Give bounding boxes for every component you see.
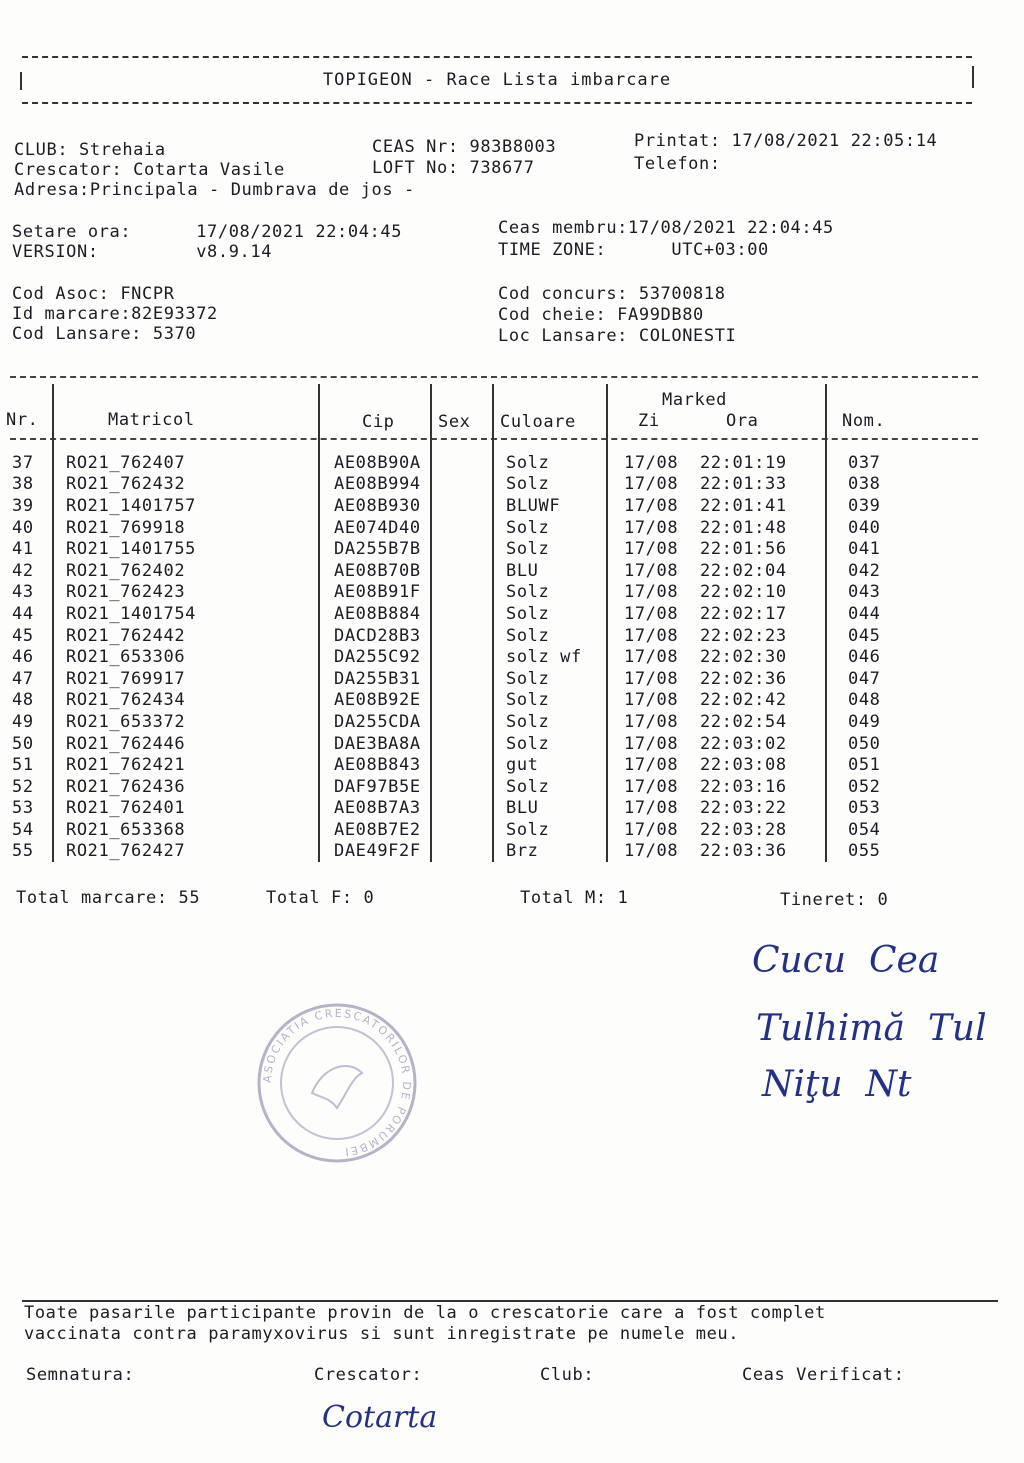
row-nr: 37: [12, 452, 34, 473]
row-matricol: RO21_1401755: [66, 539, 197, 560]
row-culoare: solz wf: [506, 647, 582, 668]
row-matricol: RO21_762423: [66, 582, 186, 603]
row-nom: 052: [848, 776, 881, 797]
table-row: [8, 711, 928, 733]
ceas-nr: CEAS Nr: 983B8003: [372, 137, 557, 157]
row-zi: 17/08: [624, 474, 679, 495]
crescator-line: Crescator: Cotarta Vasile: [14, 160, 285, 180]
col-header-matricol: Matricol: [108, 410, 195, 430]
ceas-verificat-label: Ceas Verificat:: [742, 1365, 905, 1385]
row-matricol: RO21_762446: [66, 733, 186, 754]
row-ora: 22:02:23: [700, 625, 787, 646]
table-row: [8, 474, 928, 496]
row-sex: [440, 517, 500, 539]
row-nom: 041: [848, 539, 881, 560]
row-sex: [440, 582, 500, 604]
table-row: [8, 517, 928, 539]
col-header-cip: Cip: [362, 412, 395, 432]
row-zi: 17/08: [624, 690, 679, 711]
row-nom: 051: [848, 755, 881, 776]
table-row: [8, 452, 928, 474]
row-ora: 22:03:36: [700, 841, 787, 862]
row-cip: AE08B90A: [334, 452, 421, 473]
row-culoare: Solz: [506, 690, 550, 711]
row-matricol: RO21_653306: [66, 647, 186, 668]
col-header-zi: Zi: [638, 411, 660, 431]
id-marcare: Id marcare:82E93372: [12, 304, 218, 324]
row-nom: 046: [848, 647, 881, 668]
setare-ora: Setare ora: 17/08/2021 22:04:45: [12, 222, 403, 242]
row-ora: 22:03:16: [700, 776, 787, 797]
table-row: [8, 798, 928, 820]
row-ora: 22:03:02: [700, 733, 787, 754]
row-culoare: Solz: [506, 733, 550, 754]
row-cip: AE08B92E: [334, 690, 421, 711]
table-row: [8, 754, 928, 776]
row-cip: DA255B7B: [334, 539, 421, 560]
total-marcare: Total marcare: 55: [16, 888, 201, 908]
table-row: [8, 625, 928, 647]
row-cip: AE08B843: [334, 755, 421, 776]
report-header-box: [22, 56, 972, 104]
row-zi: 17/08: [624, 539, 679, 560]
row-nom: 040: [848, 517, 881, 538]
row-culoare: Solz: [506, 819, 550, 840]
row-nom: 045: [848, 625, 881, 646]
row-sex: [440, 798, 500, 820]
row-culoare: BLU: [506, 798, 539, 819]
row-zi: 17/08: [624, 452, 679, 473]
row-culoare: Solz: [506, 474, 550, 495]
row-ora: 22:02:04: [700, 560, 787, 581]
row-cip: AE074D40: [334, 517, 421, 538]
row-zi: 17/08: [624, 495, 679, 516]
row-nom: 048: [848, 690, 881, 711]
row-zi: 17/08: [624, 798, 679, 819]
row-sex: [440, 625, 500, 647]
row-ora: 22:01:48: [700, 517, 787, 538]
col-header-nr: Nr.: [6, 410, 39, 430]
row-zi: 17/08: [624, 668, 679, 689]
row-matricol: RO21_762402: [66, 560, 186, 581]
row-matricol: RO21_762427: [66, 841, 186, 862]
stamp-seal-icon: [252, 998, 422, 1168]
row-culoare: BLUWF: [506, 495, 561, 516]
cod-lansare: Cod Lansare: 5370: [12, 324, 197, 344]
row-zi: 17/08: [624, 647, 679, 668]
table-row: [8, 841, 928, 863]
row-nom: 049: [848, 711, 881, 732]
cod-asoc: Cod Asoc: FNCPR: [12, 284, 175, 304]
row-nr: 51: [12, 755, 34, 776]
row-ora: 22:02:17: [700, 603, 787, 624]
row-culoare: Solz: [506, 776, 550, 797]
row-matricol: RO21_762401: [66, 798, 186, 819]
row-zi: 17/08: [624, 711, 679, 732]
row-zi: 17/08: [624, 582, 679, 603]
loft-no: LOFT No: 738677: [372, 158, 535, 178]
row-cip: DACD28B3: [334, 625, 421, 646]
row-cip: DA255CDA: [334, 711, 421, 732]
table-row: [8, 538, 928, 560]
row-nr: 54: [12, 819, 34, 840]
row-culoare: Solz: [506, 668, 550, 689]
row-cip: DA255B31: [334, 668, 421, 689]
row-nr: 48: [12, 690, 34, 711]
row-sex: [440, 819, 500, 841]
row-matricol: RO21_769917: [66, 668, 186, 689]
row-cip: AE08B91F: [334, 582, 421, 603]
table-row: [8, 582, 928, 604]
version: VERSION: v8.9.14: [12, 242, 273, 262]
table-row: [8, 819, 928, 841]
declaration-line-1: Toate pasarile participante provin de la o crescatorie care a fost complet: [24, 1303, 826, 1323]
row-culoare: Solz: [506, 711, 550, 732]
col-header-nom: Nom.: [842, 411, 886, 431]
row-zi: 17/08: [624, 603, 679, 624]
row-cip: AE08B70B: [334, 560, 421, 581]
row-culoare: Solz: [506, 452, 550, 473]
row-cip: AE08B930: [334, 495, 421, 516]
row-sex: [440, 841, 500, 863]
row-nom: 042: [848, 560, 881, 581]
row-zi: 17/08: [624, 560, 679, 581]
svg-text:ASOCIATIA CRESCATORILOR DE POR: [261, 1007, 413, 1159]
row-culoare: Solz: [506, 582, 550, 603]
table-row: [8, 560, 928, 582]
row-nr: 41: [12, 539, 34, 560]
row-sex: [440, 495, 500, 517]
row-matricol: RO21_653368: [66, 819, 186, 840]
table-row: [8, 646, 928, 668]
row-nr: 43: [12, 582, 34, 603]
row-matricol: RO21_762436: [66, 776, 186, 797]
row-ora: 22:01:56: [700, 539, 787, 560]
row-matricol: RO21_762421: [66, 755, 186, 776]
row-matricol: RO21_653372: [66, 711, 186, 732]
row-sex: [440, 754, 500, 776]
pigeon-table: [8, 452, 928, 862]
table-row: [8, 668, 928, 690]
row-nom: 039: [848, 495, 881, 516]
col-header-culoare: Culoare: [500, 412, 576, 432]
cod-cheie: Cod cheie: FA99DB80: [498, 305, 704, 325]
club-label: Club:: [540, 1365, 595, 1385]
table-row: [8, 495, 928, 517]
row-cip: DAE49F2F: [334, 841, 421, 862]
row-sex: [440, 646, 500, 668]
row-nr: 38: [12, 474, 34, 495]
table-header-rule: [10, 438, 978, 440]
row-culoare: BLU: [506, 560, 539, 581]
row-nr: 44: [12, 603, 34, 624]
declaration-rule: [22, 1300, 998, 1302]
row-nr: 52: [12, 776, 34, 797]
adresa-line: Adresa:Principala - Dumbrava de jos -: [14, 180, 415, 200]
row-cip: AE08B884: [334, 603, 421, 624]
col-header-sex: Sex: [438, 412, 471, 432]
table-row: [8, 690, 928, 712]
semnatura-label: Semnatura:: [26, 1365, 135, 1385]
table-top-rule: [10, 376, 978, 378]
row-nom: 053: [848, 798, 881, 819]
row-nr: 50: [12, 733, 34, 754]
header-right-border: [972, 66, 974, 88]
time-zone: TIME ZONE: UTC+03:00: [498, 240, 769, 260]
printat: Printat: 17/08/2021 22:05:14: [634, 131, 938, 151]
row-ora: 22:02:54: [700, 711, 787, 732]
row-nom: 047: [848, 668, 881, 689]
row-sex: [440, 603, 500, 625]
handwritten-signature-3: Niţu Nt: [762, 1064, 912, 1105]
stamp-text: ASOCIATIA CRESCATORILOR DE PORUMBEI: [260, 1006, 414, 1159]
cod-concurs: Cod concurs: 53700818: [498, 284, 726, 304]
report-title: TOPIGEON - Race Lista imbarcare: [322, 70, 672, 90]
loc-lansare: Loc Lansare: COLONESTI: [498, 326, 737, 346]
row-nr: 45: [12, 625, 34, 646]
row-matricol: RO21_762442: [66, 625, 186, 646]
row-zi: 17/08: [624, 625, 679, 646]
row-ora: 22:02:42: [700, 690, 787, 711]
row-culoare: Solz: [506, 539, 550, 560]
row-nom: 055: [848, 841, 881, 862]
row-matricol: RO21_1401754: [66, 603, 197, 624]
row-matricol: RO21_769918: [66, 517, 186, 538]
row-nr: 55: [12, 841, 34, 862]
handwritten-signature-1: Cucu Cea: [752, 940, 940, 981]
row-zi: 17/08: [624, 776, 679, 797]
row-sex: [440, 452, 500, 474]
row-ora: 22:03:28: [700, 819, 787, 840]
row-culoare: Brz: [506, 841, 539, 862]
row-sex: [440, 538, 500, 560]
row-ora: 22:01:41: [700, 495, 787, 516]
row-nr: 40: [12, 517, 34, 538]
row-zi: 17/08: [624, 755, 679, 776]
row-culoare: Solz: [506, 603, 550, 624]
club-line: CLUB: Strehaia: [14, 140, 166, 160]
row-matricol: RO21_762434: [66, 690, 186, 711]
row-cip: DA255C92: [334, 647, 421, 668]
handwritten-signature-2: Tulhimă Tul: [756, 1008, 987, 1049]
row-nom: 050: [848, 733, 881, 754]
row-nom: 054: [848, 819, 881, 840]
col-header-ora: Ora: [726, 411, 759, 431]
declaration-line-2: vaccinata contra paramyxovirus si sunt inregistrate pe numele meu.: [24, 1324, 740, 1344]
row-nr: 53: [12, 798, 34, 819]
row-culoare: gut: [506, 755, 539, 776]
row-nom: 044: [848, 603, 881, 624]
table-row: [8, 733, 928, 755]
row-zi: 17/08: [624, 517, 679, 538]
row-sex: [440, 668, 500, 690]
row-sex: [440, 474, 500, 496]
row-zi: 17/08: [624, 841, 679, 862]
row-ora: 22:02:10: [700, 582, 787, 603]
col-header-marked: Marked: [662, 390, 728, 410]
row-matricol: RO21_762407: [66, 452, 186, 473]
row-culoare: Solz: [506, 517, 550, 538]
row-matricol: RO21_1401757: [66, 495, 197, 516]
telefon: Telefon:: [634, 154, 721, 174]
row-matricol: RO21_762432: [66, 474, 186, 495]
row-sex: [440, 690, 500, 712]
row-cip: AE08B994: [334, 474, 421, 495]
row-nr: 39: [12, 495, 34, 516]
row-sex: [440, 733, 500, 755]
row-nr: 46: [12, 647, 34, 668]
row-ora: 22:01:33: [700, 474, 787, 495]
association-stamp: [252, 998, 422, 1172]
row-ora: 22:03:08: [700, 755, 787, 776]
row-culoare: Solz: [506, 625, 550, 646]
row-zi: 17/08: [624, 819, 679, 840]
row-ora: 22:03:22: [700, 798, 787, 819]
row-sex: [440, 776, 500, 798]
tineret: Tineret: 0: [780, 890, 889, 910]
row-zi: 17/08: [624, 733, 679, 754]
crescator-label: Crescator:: [314, 1365, 423, 1385]
ceas-membru: Ceas membru:17/08/2021 22:04:45: [498, 218, 834, 238]
row-ora: 22:02:30: [700, 647, 787, 668]
row-nom: 043: [848, 582, 881, 603]
table-row: [8, 776, 928, 798]
row-cip: AE08B7A3: [334, 798, 421, 819]
row-nr: 42: [12, 560, 34, 581]
row-nr: 47: [12, 668, 34, 689]
row-ora: 22:01:19: [700, 452, 787, 473]
row-sex: [440, 560, 500, 582]
row-cip: DAF97B5E: [334, 776, 421, 797]
row-cip: DAE3BA8A: [334, 733, 421, 754]
row-nom: 037: [848, 452, 881, 473]
row-cip: AE08B7E2: [334, 819, 421, 840]
total-f: Total F: 0: [266, 888, 375, 908]
row-sex: [440, 711, 500, 733]
crescator-handwritten-signature: Cotarta: [322, 1400, 438, 1435]
row-nom: 038: [848, 474, 881, 495]
total-m: Total M: 1: [520, 888, 629, 908]
table-row: [8, 603, 928, 625]
row-nr: 49: [12, 711, 34, 732]
row-ora: 22:02:36: [700, 668, 787, 689]
